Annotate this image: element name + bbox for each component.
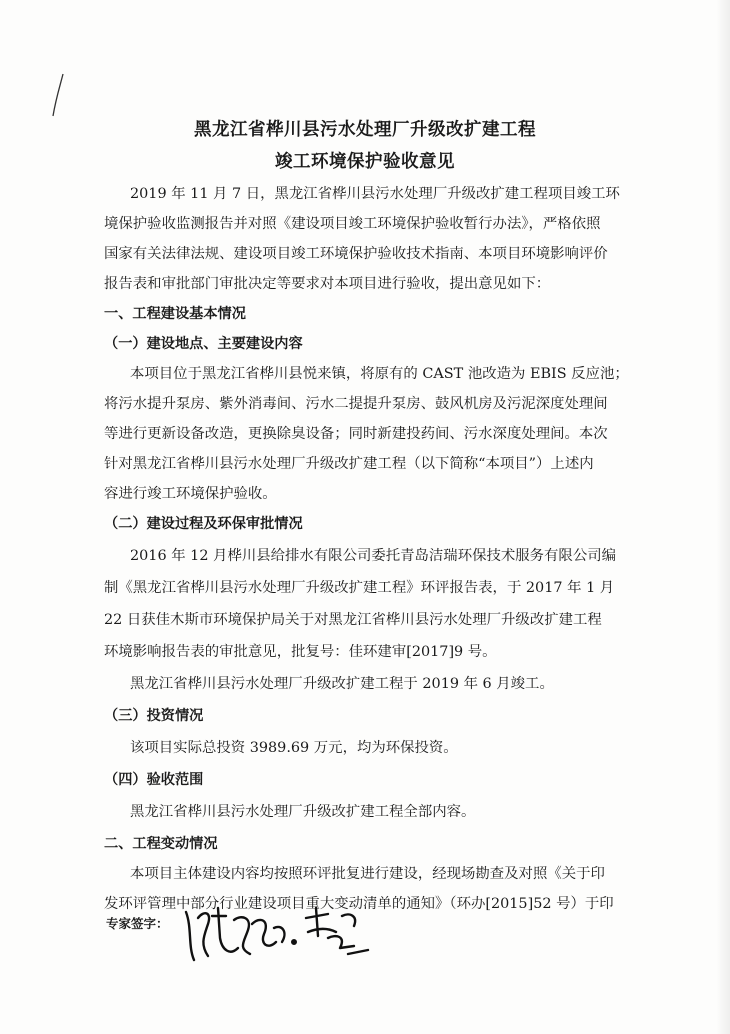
body-line: 环境影响报告表的审批意见，批复号：佳环建审[2017]9 号。 [104, 644, 497, 660]
intro-line: 报告表和审批部门审批决定等要求对本项目进行验收，提出意见如下： [104, 276, 551, 292]
body-line: 制《黑龙江省桦川县污水处理厂升级改扩建工程》环评报告表，于 2017 年 1 月 [104, 580, 615, 596]
body-line: 该项目实际总投资 3989.69 万元，均为环保投资。 [130, 740, 458, 756]
body-line: 黑龙江省桦川县污水处理厂升级改扩建工程全部内容。 [130, 804, 476, 820]
section-1-heading: 一、工程建设基本情况 [104, 306, 246, 322]
body-line: 2016 年 12 月桦川县给排水有限公司委托青岛洁瑞环保技术服务有限公司编 [130, 548, 616, 564]
section-2-heading: 二、工程变动情况 [104, 836, 218, 852]
body-line: 将污水提升泵房、紫外消毒间、污水二提提升泵房、鼓风机房及污泥深度处理间 [104, 396, 608, 412]
pen-mark [48, 72, 68, 118]
title-line-2: 竣工环境保护验收意见 [275, 152, 455, 172]
signature-label: 专家签字： [106, 916, 169, 931]
intro-line: 国家有关法律法规、建设项目竣工环境保护验收技术指南、本项目环境影响评价 [104, 246, 608, 262]
subsection-1-heading: （一）建设地点、主要建设内容 [104, 336, 303, 352]
subsection-4-heading: （四）验收范围 [104, 772, 204, 788]
body-line: 黑龙江省桦川县污水处理厂升级改扩建工程于 2019 年 6 月竣工。 [130, 676, 554, 692]
intro-line: 2019 年 11 月 7 日，黑龙江省桦川县污水处理厂升级改扩建工程项目竣工环 [130, 186, 620, 202]
intro-line: 境保护验收监测报告并对照《建设项目竣工环境保护验收暂行办法》，严格依照 [104, 216, 601, 232]
subsection-2-heading: （二）建设过程及环保审批情况 [104, 516, 303, 532]
subsection-3-heading: （三）投资情况 [104, 708, 204, 724]
body-line: 容进行竣工环境保护验收。 [104, 486, 277, 502]
body-line: 22 日获佳木斯市环境保护局关于对黑龙江省桦川县污水处理厂升级改扩建工程 [104, 612, 602, 628]
body-line: 发环评管理中部分行业建设项目重大变动清单的通知》（环办[2015]52 号）于印 [104, 896, 614, 912]
title-line-1: 黑龙江省桦川县污水处理厂升级改扩建工程 [194, 120, 536, 140]
body-line: 本项目位于黑龙江省桦川县悦来镇，将原有的 CAST 池改造为 EBIS 反应池； [130, 366, 629, 382]
body-line: 等进行更新设备改造，更换除臭设备；同时新建投药间、污水深度处理间。本次 [104, 426, 608, 442]
body-line: 本项目主体建设内容均按照环评批复进行建设，经现场勘查及对照《关于印 [130, 866, 605, 882]
handwritten-signature [178, 898, 378, 970]
body-line: 针对黑龙江省桦川县污水处理厂升级改扩建工程（以下简称“本项目”）上述内 [104, 456, 594, 472]
